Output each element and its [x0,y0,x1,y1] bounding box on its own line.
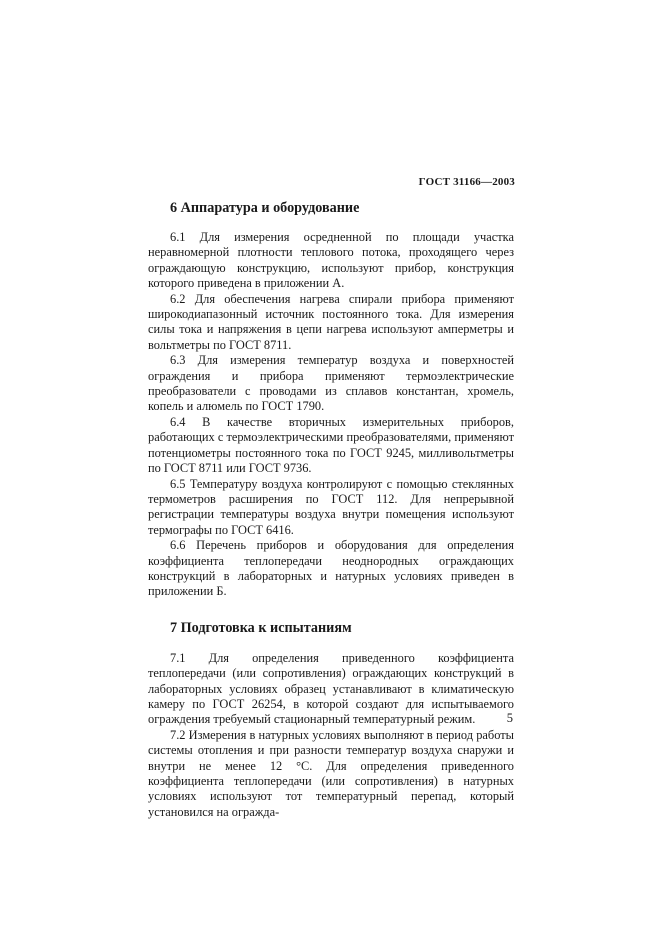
paragraph-6-5: 6.5 Температуру воздуха контролируют с помощью стеклянных термометров расширения по ГОСТ 112. Для непрерывной регистрации температуры воздуха внутри помещения используют термографы по ГОСТ 6416. [148,476,514,537]
paragraph-7-2: 7.2 Измерения в натурных условиях выполняют в период работы системы отопления и при разности температур воздуха снаружи и внутри не менее 12 °С. Для определения приведенного коэффициента теплопередачи (или сопротивления) в натурных условиях используют тот температурный перепад, который установился на огражда- [148,727,514,819]
paragraph-6-1: 6.1 Для измерения осредненной по площади участка неравномерной плотности теплового потока, проходящего через ограждающую конструкцию, используют прибор, конструкция которого приведена в приложении А. [148,230,514,291]
paragraph-6-6: 6.6 Перечень приборов и оборудования для определения коэффициента теплопередачи неоднородных ограждающих конструкций в лабораторных и натурных условиях приведен в приложении Б. [148,538,514,599]
paragraph-7-1: 7.1 Для определения приведенного коэффициента теплопередачи (или сопротивления) ограждающих конструкций в лабораторных условиях образец устанавливают в климатическую камеру по ГОСТ 26254, в которой создают для испытываемого ограждения требуемый стационарный температурный режим. [148,650,514,727]
paragraph-6-3: 6.3 Для измерения температур воздуха и поверхностей ограждения и прибора применяют термоэлектрические преобразователи с проводами из сплавов константан, хромель, копель и алюмель по ГОСТ 1790. [148,353,514,414]
document-code-header: ГОСТ 31166—2003 [418,176,515,188]
document-body [148,199,514,820]
paragraph-6-2: 6.2 Для обеспечения нагрева спирали прибора применяют широкодиапазонный источник постоянного тока. Для измерения силы тока и напряжения в цепи нагрева используют амперметры и вольтметры по ГОСТ 8711. [148,291,514,352]
paragraph-6-4: 6.4 В качестве вторичных измерительных приборов, работающих с термоэлектрическими преобразователями, применяют потенциометры постоянного тока по ГОСТ 9245, милливольтметры по ГОСТ 8711 или ГОСТ 9736. [148,414,514,476]
section-7-title: 7 Подготовка к испытаниям [170,619,352,636]
page-number: 5 [506,711,513,725]
section-6-title: 6 Аппаратура и оборудование [170,200,360,216]
